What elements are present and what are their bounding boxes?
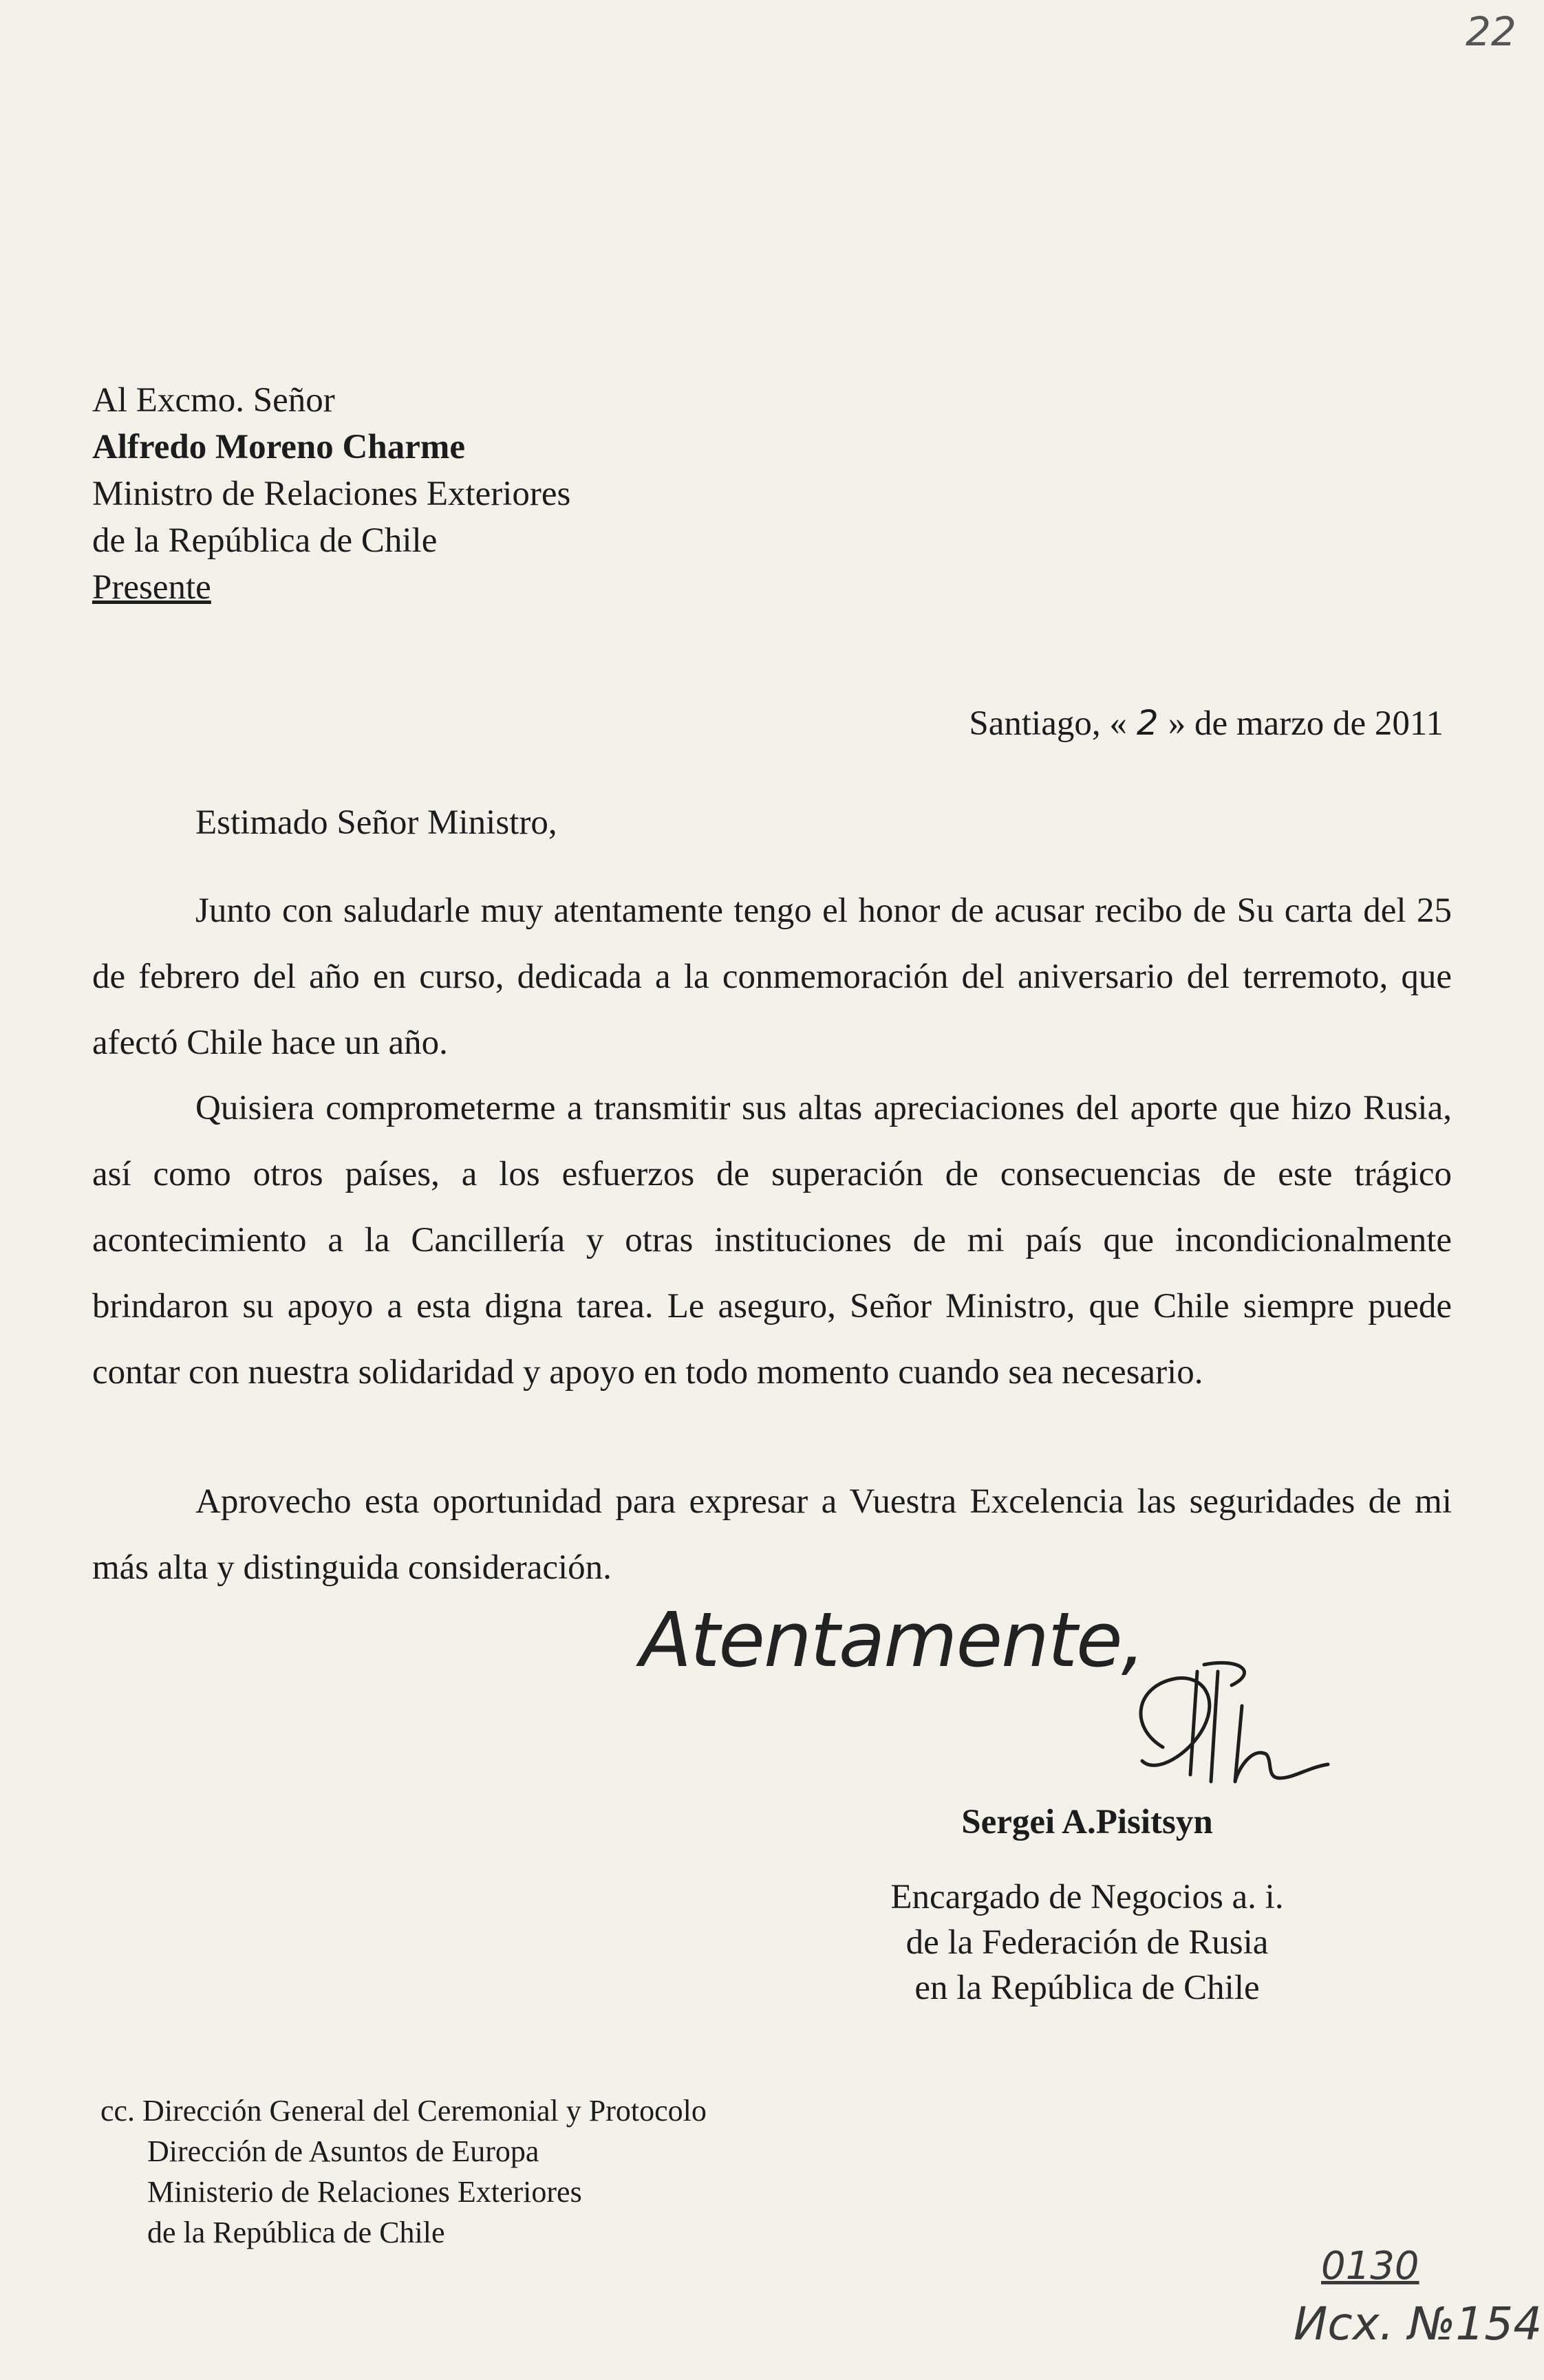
handwritten-closing: Atentamente, (640, 1596, 1144, 1684)
addressee-country: de la República de Chile (92, 521, 438, 560)
addressee-presente: Presente (92, 568, 211, 607)
salutation: Estimado Señor Ministro, (195, 803, 557, 842)
sender-name: Sergei A.Pisitsyn (961, 1803, 1213, 1841)
registry-code-handwritten: Исх. №154 (1294, 2297, 1543, 2350)
dateline-prefix: Santiago, « (969, 704, 1127, 743)
dateline-suffix: » de marzo de 2011 (1168, 704, 1444, 743)
addressee-position: Ministro de Relaciones Exteriores (92, 475, 571, 513)
signature-image (1101, 1644, 1349, 1809)
sender-title-line: de la Federación de Rusia (905, 1923, 1269, 1962)
cc-line: Dirección de Asuntos de Europa (147, 2134, 539, 2168)
registry-number-handwritten: 0130 (1321, 2244, 1419, 2289)
addressee-name: Alfredo Moreno Charme (92, 428, 465, 466)
paragraph-text: Aprovecho esta oportunidad para expresar a Vuestra Excelencia las seguridades de mi más alta y distinguida consideración. (92, 1482, 1452, 1587)
body-paragraph-2 (92, 1075, 1452, 1405)
body-paragraph-3 (92, 1469, 1452, 1601)
addressee-honorific: Al Excmo. Señor (92, 381, 335, 420)
cc-block (100, 2090, 707, 2253)
sender-title-block (750, 1874, 1424, 2011)
sender-title-line: Encargado de Negocios a. i. (890, 1878, 1284, 1916)
cc-line: de la República de Chile (147, 2216, 445, 2249)
cc-line: cc. Dirección General del Ceremonial y Protocolo (100, 2094, 707, 2128)
dateline-day-handwritten: 2 (1136, 703, 1159, 743)
sender-title-line: en la República de Chile (914, 1969, 1260, 2007)
paragraph-text: Quisiera comprometerme a transmitir sus altas apreciaciones del aporte que hizo Rusia, así como otros países, a los esfuerzos de superación de consecuencias de este trágico acontecimiento a la Cancillería y otras instituciones de mi país que incondicionalmente brindaron su apoyo a esta digna tarea. Le aseguro, Señor Ministro, que Chile siempre puede contar con nuestra solidaridad y apoyo en todo momento cuando sea necesario. (92, 1089, 1452, 1392)
addressee-block (92, 377, 570, 611)
page-number: 22 (1466, 8, 1516, 55)
dateline (969, 703, 1444, 744)
body-paragraph-1 (92, 878, 1452, 1076)
cc-line: Ministerio de Relaciones Exteriores (147, 2175, 582, 2209)
paragraph-text: Junto con saludarle muy atentamente tengo el honor de acusar recibo de Su carta del 25 de febrero del año en curso, dedicada a la conmemoración del aniversario del terremoto, que afectó Chile hace un año. (92, 891, 1452, 1062)
